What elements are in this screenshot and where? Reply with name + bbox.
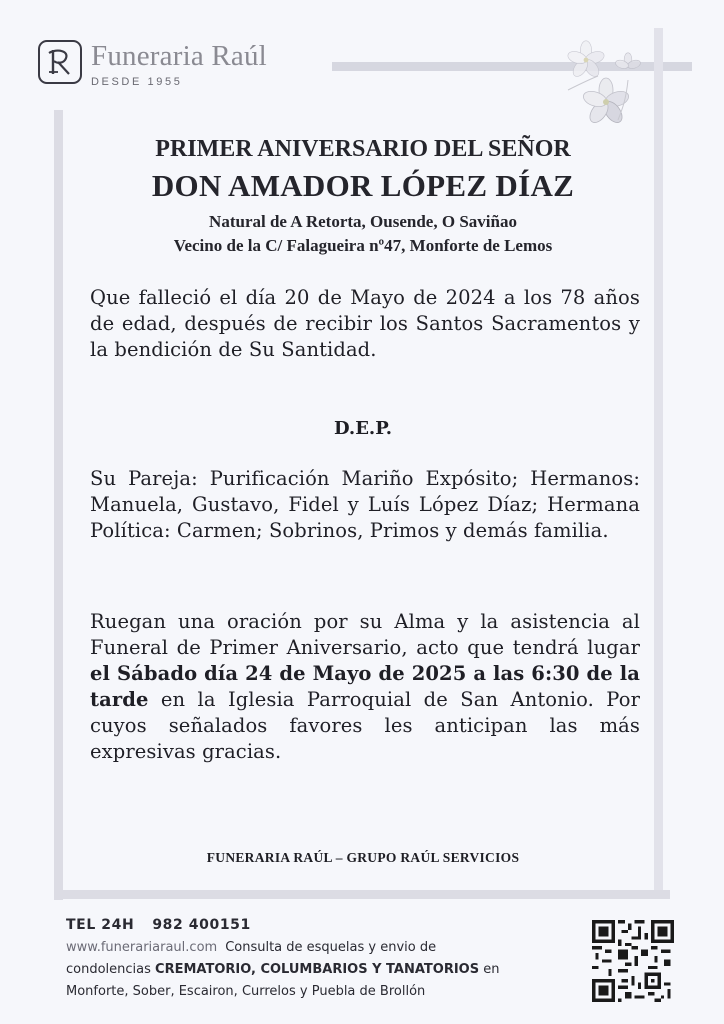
footer-line-1 [66, 937, 586, 959]
phone-line [66, 917, 586, 933]
ceremony-text-end: en la Iglesia Parroquial de San Antonio. Por cuyos señalados favores les anticipan las más expresivas gracias. [90, 688, 640, 763]
frame-left-bar [54, 110, 63, 900]
qr-code-icon[interactable] [592, 920, 674, 1002]
ceremony-paragraph [90, 609, 640, 765]
origin-line: Natural de A Retorta, Ousende, O Saviñao [209, 212, 517, 231]
phone-number[interactable]: 982 400151 [152, 917, 251, 933]
footer-services: CREMATORIO, COLUMBARIOS Y TANATORIOS [155, 962, 480, 977]
signature: FUNERARIA RAÚL – GRUPO RAÚL SERVICIOS [206, 850, 520, 865]
footer [66, 917, 586, 1003]
frame-bottom-bar [54, 890, 670, 899]
brand-logo [38, 40, 267, 88]
flowers-icon [548, 30, 648, 130]
ceremony-text-start: Ruegan una oración por su Alma y la asistencia al Funeral de Primer Aniversario, acto que tendrá lugar [90, 610, 640, 659]
footer-line-2-end: en [479, 962, 500, 977]
family-paragraph: Su Pareja: Purificación Mariño Expósito; Hermanos: Manuela, Gustavo, Fidel y Luís López Díaz; Hermana Política: Carmen; Sobrinos, Primos y demás familia. [90, 467, 640, 542]
brand-since: DESDE 1955 [91, 76, 183, 88]
death-paragraph: Que falleció el día 20 de Mayo de 2024 a los 78 años de edad, después de recibir los Santos Sacramentos y la bendición de Su Santidad. [90, 286, 640, 361]
notice-title: PRIMER ANIVERSARIO DEL SEÑOR [155, 136, 571, 162]
brand-name: Funeraria Raúl [91, 40, 267, 72]
r-monogram-icon [38, 40, 82, 84]
footer-line-1-text: Consulta de esquelas y envio de [225, 940, 437, 955]
phone-label: TEL 24H [66, 917, 135, 933]
website-link[interactable]: www.funerariaraul.com [66, 940, 218, 955]
footer-line-2-start: condolencias [66, 962, 156, 977]
deceased-name: DON AMADOR LÓPEZ DÍAZ [151, 168, 575, 203]
address-line: Vecino de la C/ Falagueira nº47, Monforte de Lemos [173, 236, 553, 255]
footer-line-3: Monforte, Sober, Escairon, Currelos y Puebla de Brollón [66, 984, 426, 999]
ceremony-date: el Sábado día 24 de Mayo de 2025 a las 6:30 de la tarde [90, 662, 640, 711]
footer-line-2 [66, 959, 586, 981]
dep-line: D.E.P. [333, 418, 393, 439]
